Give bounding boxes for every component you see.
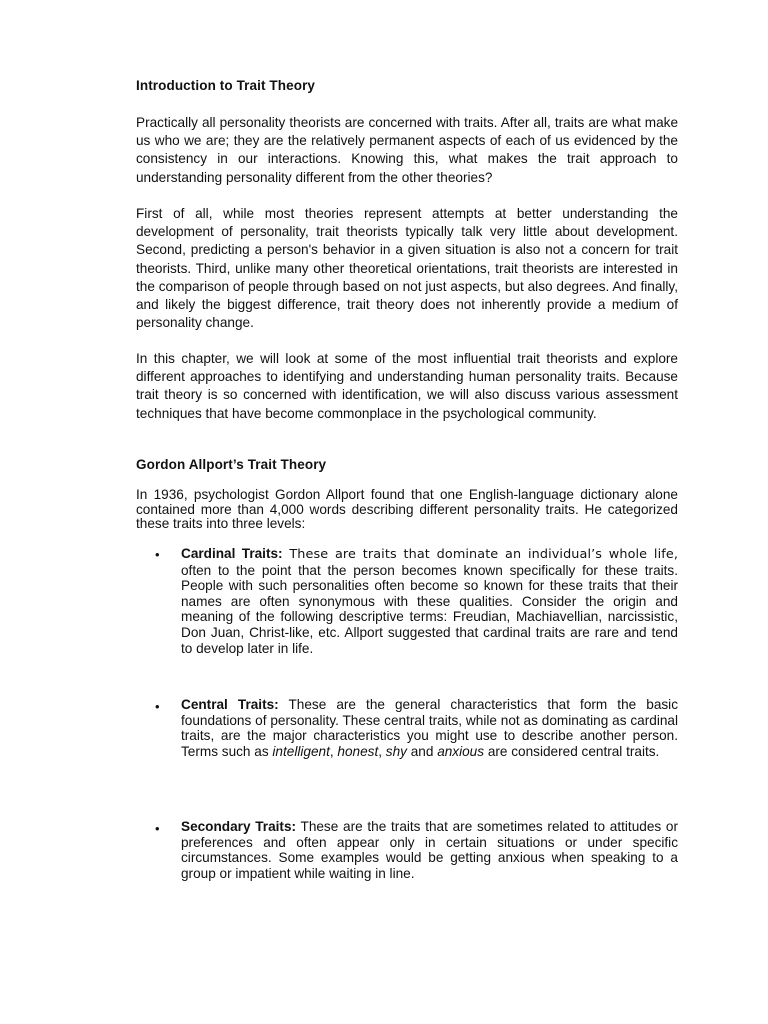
bullet-marker: • <box>155 699 160 714</box>
differences-paragraph: First of all, while most theories represent attempts at better understanding the development of personality, trait theorists typically talk very little about development. Second, predicting a person's behavior in a given situation is also not a concern for trait theorists. Third, unlike many other theoretical orientations, trait theorists are interested in the comparison of people through based on not just aspects, but also degrees. And finally, and likely the biggest difference, trait theory does not inherently provide a medium of personality change. <box>136 206 678 331</box>
term-intelligent: intelligent <box>272 743 330 759</box>
secondary-traits-label: Secondary Traits: <box>181 819 297 834</box>
term-separator: , <box>378 743 386 759</box>
bullet-marker: • <box>155 547 160 562</box>
secondary-traits-text: These are the traits that are sometimes related to attitudes or preferences and often appear only in certain situations or under specific circumstances. Some examples would be getting anxious when speaking to a group or impatient while waiting in line. <box>181 819 678 881</box>
term-honest: honest <box>337 743 379 759</box>
term-anxious: anxious <box>437 743 485 759</box>
central-traits-text-a: These are the general characteristics that form the basic foundations of personality. These central traits, while not as dominating as cardinal traits, are the major characteristics you might use to describe another person. Terms such as <box>181 697 678 759</box>
list-item-central-traits <box>181 697 678 759</box>
list-item-secondary-traits <box>181 819 678 881</box>
chapter-overview-paragraph: In this chapter, we will look at some of the most influential trait theorists and explore different approaches to identifying and understanding human personality traits. Because trait theory is so concerned with identification, we will also discuss various assessment techniques that have become commonplace in the psychological community. <box>136 351 678 421</box>
list-item-cardinal-traits <box>181 546 678 656</box>
bullet-marker: • <box>155 821 160 836</box>
term-separator: , <box>329 743 338 759</box>
intro-paragraph: Practically all personality theorists are concerned with traits. After all, traits are what make us who we are; they are the relatively permanent aspects of each of us evidenced by the consistency in our interactions. Knowing this, what makes the trait approach to understanding personality different from the other theories? <box>136 115 678 185</box>
cardinal-traits-lead: These are traits that dominate an individual’s whole life, <box>282 547 678 562</box>
cardinal-traits-body: often to the point that the person becomes known specifically for these traits. People with such personalities often become so known for these traits that their names are often synonymous with these qualities. Consider the origin and meaning of the following descriptive terms: Freudian, Machiavellian, narcissistic, Don Juan, Christ-like, etc. Allport suggested that cardinal traits are rare and tend to develop later in life. <box>181 562 678 656</box>
allport-intro-paragraph: In 1936, psychologist Gordon Allport found that one English-language dictionary alone contained more than 4,000 words describing different personality traits. He categorized these traits into three levels: <box>136 487 678 532</box>
cardinal-traits-label: Cardinal Traits: <box>181 546 283 561</box>
central-traits-text-b: are considered central traits. <box>484 743 660 759</box>
central-traits-label: Central Traits: <box>181 697 279 712</box>
term-separator: and <box>406 743 438 759</box>
term-shy: shy <box>385 743 407 759</box>
page-title: Introduction to Trait Theory <box>136 78 316 93</box>
section-heading: Gordon Allport’s Trait Theory <box>136 457 327 472</box>
